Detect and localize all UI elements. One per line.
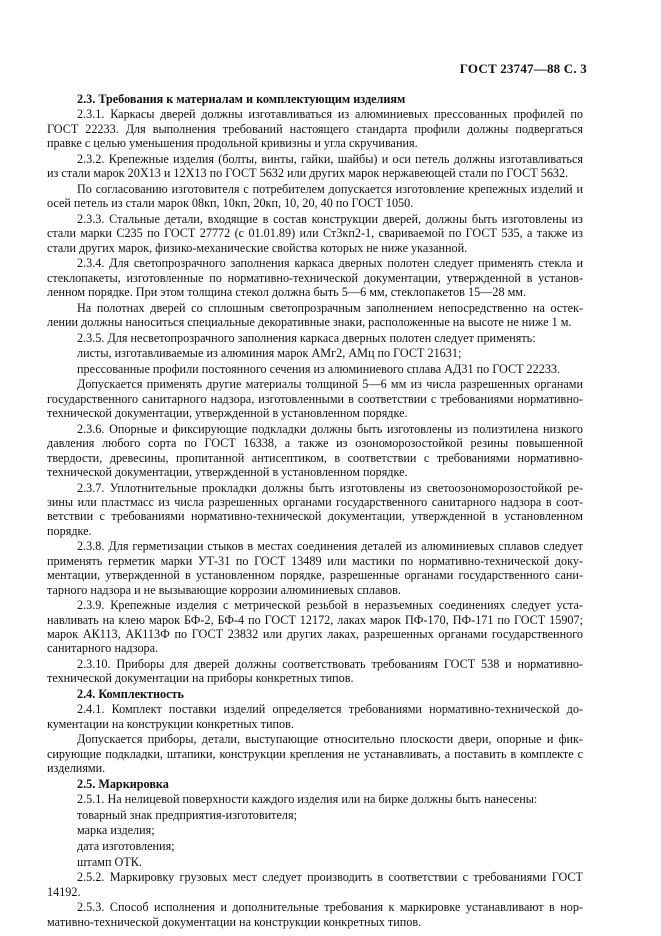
- paragraph: 2.3.3. Стальные детали, входящие в состав конструкции дверей, должны быть изготовлены из стали марки С235 по ГОСТ 27772 (с 01.01.89) или Ст3кп2-1, свариваемой по ГОСТ 535, а также из стали других марок, физико-механические свойства которых не ниже указанной.: [47, 211, 583, 255]
- section-heading: 2.4. Комплектность: [77, 687, 184, 702]
- paragraph: 2.3.5. Для несветопрозрачного заполнения каркаса дверных полотен следует применять:: [77, 330, 536, 345]
- paragraph: товарный знак предприятия-изготовителя;: [77, 807, 297, 822]
- paragraph: 2.5.2. Маркировку грузовых мест следует производить в соответствии с требованиями ГОСТ 14192.: [47, 870, 583, 899]
- page-header: ГОСТ 23747—88 С. 3: [459, 61, 587, 76]
- paragraph: 2.3.6. Опорные и фиксирующие подкладки должны быть изготовлены из полиэтилена низкого давления любого сорта по ГОСТ 16338, а также из озономорозостойкой резины повышенной твердости, древесины, пропитанной антисептиком, в соответствии с требованиями нормативно-технической документации, утвержденной в установленном порядке.: [47, 421, 583, 480]
- paragraph: марка изделия;: [77, 823, 155, 838]
- paragraph: дата изготовления;: [77, 839, 175, 854]
- paragraph: 2.5.3. Способ исполнения и дополнительные требования к маркировке устанавливают в нормативно-технической документации на конструкции конкретных типов.: [47, 900, 583, 929]
- paragraph: Допускается применять другие материалы толщиной 5—6 мм из числа разрешенных органами государственного санитарного надзора, изготовленными в соответствии с требованиями нормативно-технической документации, утвержденной в установленном порядке.: [47, 377, 583, 421]
- paragraph: 2.3.7. Уплотнительные прокладки должны быть изготовлены из светоозономорозостойкой резины или пластмасс из числа разрешенных органами государственного санитарного надзора в соответствии с требованиями нормативно-технической документации, утвержденной в установленном порядке.: [47, 480, 583, 538]
- paragraph: штамп ОТК.: [77, 854, 142, 869]
- section-heading: 2.3. Требования к материалам и комплектующим изделиям: [77, 92, 406, 106]
- paragraph: Допускается приборы, детали, выступающие относительно плоскости двери, опорные и фиксирующие подкладки, штапики, конструкции крепления не устанавливать, а поставить в комплекте с изделиями.: [47, 732, 583, 776]
- paragraph: 2.4.1. Комплект поставки изделий определяется требованиями нормативно-технической документации на конструкции конкретных типов.: [47, 702, 583, 731]
- paragraph: 2.3.8. Для герметизации стыков в местах соединения деталей из алюминиевых сплавов следует применять герметик марки УТ-31 по ГОСТ 13489 или мастики по нормативно-технической документации, утвержденной в установленном порядке, разрешенные органами государственного санитарного надзора и не вызывающие коррозии алюминиевых сплавов.: [47, 539, 583, 597]
- section-heading: 2.5. Маркировка: [77, 776, 169, 791]
- paragraph: прессованные профили постоянного сечения из алюминиевого сплава АД31 по ГОСТ 22233.: [77, 361, 561, 376]
- paragraph: На полотнах дверей со сплошным светопрозрачным заполнением непосредственно на остеклении должны наноситься специальные декоративные знаки, расположенные на высоте не ниже 1 м.: [47, 300, 583, 330]
- paragraph: По согласованию изготовителя с потребителем допускается изготовление крепежных изделий и осей петель из стали марок 08кп, 10кп, 20кп, 10, 20, 40 по ГОСТ 1050.: [47, 181, 583, 211]
- paragraph: 2.3.2. Крепежные изделия (болты, винты, гайки, шайбы) и оси петель должны изготавливаться из стали марок 20Х13 и 12Х13 по ГОСТ 5632 или других марок нержавеющей стали по ГОСТ 5632.: [47, 151, 583, 181]
- paragraph: 2.3.1. Каркасы дверей должны изготавливаться из алюминиевых прессованных профилей по ГОСТ 22233. Для выполнения требований настоящего стандарта профили должны подвергаться правке с целью уменьшения продольной кривизны и угла скручивания.: [47, 107, 583, 151]
- document-body: [47, 92, 583, 930]
- paragraph: 2.3.4. Для светопрозрачного заполнения каркаса дверных полотен следует применять стекла и стеклопакеты, изготовленные по нормативно-технической документации, утвержденной в установленном порядке. При этом толщина стекол должна быть 5—6 мм, стеклопакетов 15—28 мм.: [47, 256, 583, 300]
- paragraph: 2.3.9. Крепежные изделия с метрической резьбой в неразъемных соединениях следует устанавливать на клею марок БФ-2, БФ-4 по ГОСТ 12172, лаках марок ПФ-170, ПФ-171 по ГОСТ 15907; марок АК113, АК113Ф по ГОСТ 23832 или других лаках, разрешенных органами государственного санитарного надзора.: [47, 598, 583, 656]
- paragraph: 2.3.10. Приборы для дверей должны соответствовать требованиям ГОСТ 538 и нормативно-технической документации на приборы конкретных типов.: [47, 657, 583, 686]
- paragraph: 2.5.1. На нелицевой поверхности каждого изделия или на бирке должны быть нанесены:: [77, 792, 538, 807]
- paragraph: листы, изготавливаемые из алюминия марок АМг2, АМц по ГОСТ 21631;: [77, 346, 462, 361]
